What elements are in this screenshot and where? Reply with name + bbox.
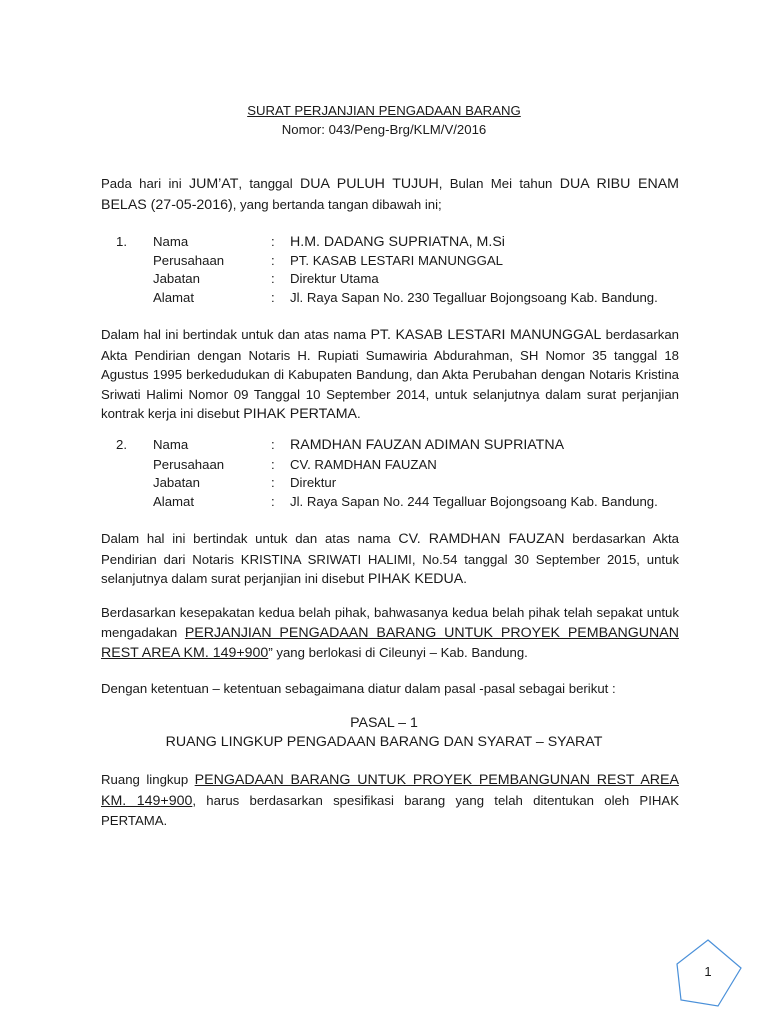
party-1-row-position: Jabatan : Direktur Utama <box>153 271 379 286</box>
agreement-paragraph: Berdasarkan kesepakatan kedua belah pihak, bahwasanya kedua belah pihak telah sepakat untuk mengadakan PERJANJIAN PENGADAAN BARANG UNTUK PROYEK PEMBANGUNAN REST AREA KM. 149+900” yang berlokasi di Cileunyi – Kab. Bandung. <box>101 605 679 661</box>
party-1-row-name: 1. Nama : H.M. DADANG SUPRIATNA, M.Si <box>116 234 505 250</box>
document-title: SURAT PERJANJIAN PENGADAAN BARANG <box>247 103 521 118</box>
page-number: 1 <box>704 964 712 979</box>
party-1-row-address: Alamat : Jl. Raya Sapan No. 230 Tegalluar Bojongsoang Kab. Bandung. <box>153 290 658 305</box>
intro-paragraph: Pada hari ini JUM’AT, tanggal DUA PULUH TUJUH, Bulan Mei tahun DUA RIBU ENAM BELAS (27-05-2016), yang bertanda tangan dibawah ini; <box>101 176 679 213</box>
party-2-row-position: Jabatan : Direktur <box>153 475 337 490</box>
pasal-subtitle: RUANG LINGKUP PENGADAAN BARANG DAN SYARAT – SYARAT <box>165 734 603 750</box>
party-2-paragraph: Dalam hal ini bertindak untuk dan atas nama CV. RAMDHAN FAUZAN berdasarkan Akta Pendirian dari Notaris KRISTINA SRIWATI HALIMI, No.54 tanggal 30 September 2015, untuk selanjutnya dalam surat perjanjian ini disebut PIHAK KEDUA. <box>101 531 679 587</box>
party-1-paragraph: Dalam hal ini bertindak untuk dan atas nama PT. KASAB LESTARI MANUNGGAL berdasarkan Akta Pendirian dengan Notaris H. Rupiati Sumawiria Abdurahman, SH Nomor 35 tanggal 18 Agustus 1995 berkedudukan di Kabupaten Bandung, dan Akta Perubahan dengan Notaris Kristina Sriwati Halimi Nomor 09 Tanggal 10 September 2014, untuk selanjutnya dalam surat perjanjian kontrak kerja ini disebut PIHAK PERTAMA. <box>101 327 679 422</box>
party-2-row-address: Alamat : Jl. Raya Sapan No. 244 Tegalluar Bojongsoang Kab. Bandung. <box>153 494 658 509</box>
pasal-title: PASAL – 1 <box>350 715 418 731</box>
party-2-row-name: 2. Nama : RAMDHAN FAUZAN ADIMAN SUPRIATNA <box>116 437 565 453</box>
party-2-row-company: Perusahaan : CV. RAMDHAN FAUZAN <box>153 457 437 472</box>
party-1-row-company: Perusahaan : PT. KASAB LESTARI MANUNGGAL <box>153 253 504 268</box>
document-number: Nomor: 043/Peng-Brg/KLM/V/2016 <box>281 122 487 137</box>
scope-paragraph: Ruang lingkup PENGADAAN BARANG UNTUK PROYEK PEMBANGUNAN REST AREA KM. 149+900, harus berdasarkan spesifikasi barang yang telah ditentukan oleh PIHAK PERTAMA. <box>101 772 679 828</box>
provisions-paragraph: Dengan ketentuan – ketentuan sebagaimana diatur dalam pasal -pasal sebagai berikut : <box>101 681 616 696</box>
